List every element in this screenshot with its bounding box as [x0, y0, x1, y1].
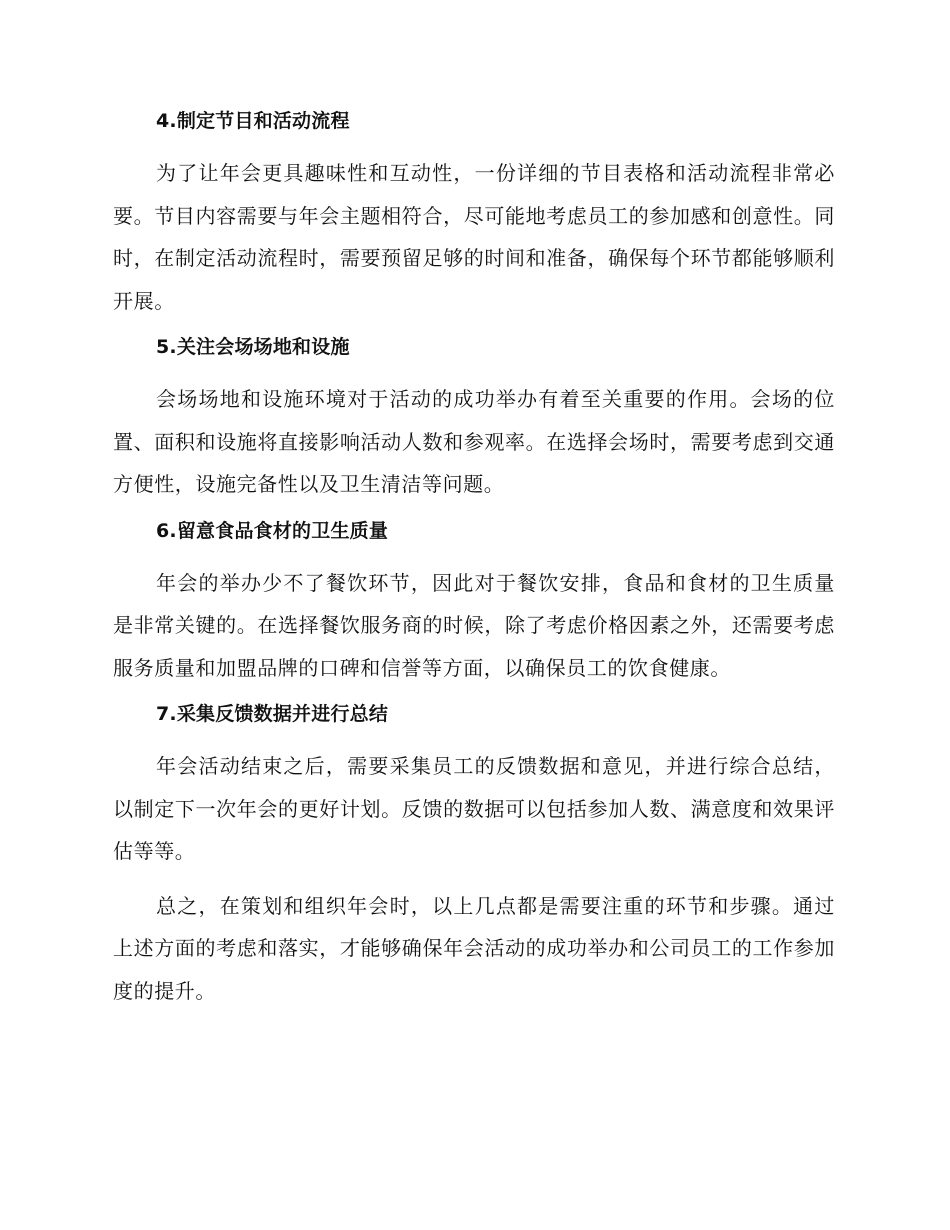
section-heading: 6.留意食品食材的卫生质量	[156, 519, 389, 542]
section-heading: 4.制定节目和活动流程	[156, 110, 350, 132]
section-6	[113, 518, 835, 690]
section-paragraph: 会场场地和设施环境对于活动的成功举办有着至关重要的作用。会场的位置、面积和设施将直接影响活动人数和参观率。在选择会场时，需要考虑到交通方便性，设施完备性以及卫生清洁等问题。	[113, 387, 835, 496]
section-5	[113, 334, 835, 506]
section-heading: 7.采集反馈数据并进行总结	[156, 703, 389, 725]
document-content	[113, 108, 835, 1024]
section-4	[113, 108, 835, 322]
section-7	[113, 701, 835, 873]
section-paragraph: 年会的举办少不了餐饮环节，因此对于餐饮安排，食品和食材的卫生质量是非常关键的。在选择餐饮服务商的时候，除了考虑价格因素之外，还需要考虑服务质量和加盟品牌的口碑和信誉等方面，以确保员工的饮食健康。	[113, 570, 835, 680]
section-paragraph: 为了让年会更具趣味性和互动性，一份详细的节目表格和活动流程非常必要。节目内容需要与年会主题相符合，尽可能地考虑员工的参加感和创意性。同时，在制定活动流程时，需要预留足够的时间和准备，确保每个环节都能够顺利开展。	[113, 161, 835, 313]
section-paragraph: 年会活动结束之后，需要采集员工的反馈数据和意见，并进行综合总结，以制定下一次年会的更好计划。反馈的数据可以包括参加人数、满意度和效果评估等等。	[113, 754, 835, 863]
conclusion-paragraph: 总之，在策划和组织年会时，以上几点都是需要注重的环节和步骤。通过上述方面的考虑和落实，才能够确保年会活动的成功举办和公司员工的工作参加度的提升。	[113, 893, 835, 1003]
section-heading: 5.关注会场场地和设施	[156, 336, 350, 358]
